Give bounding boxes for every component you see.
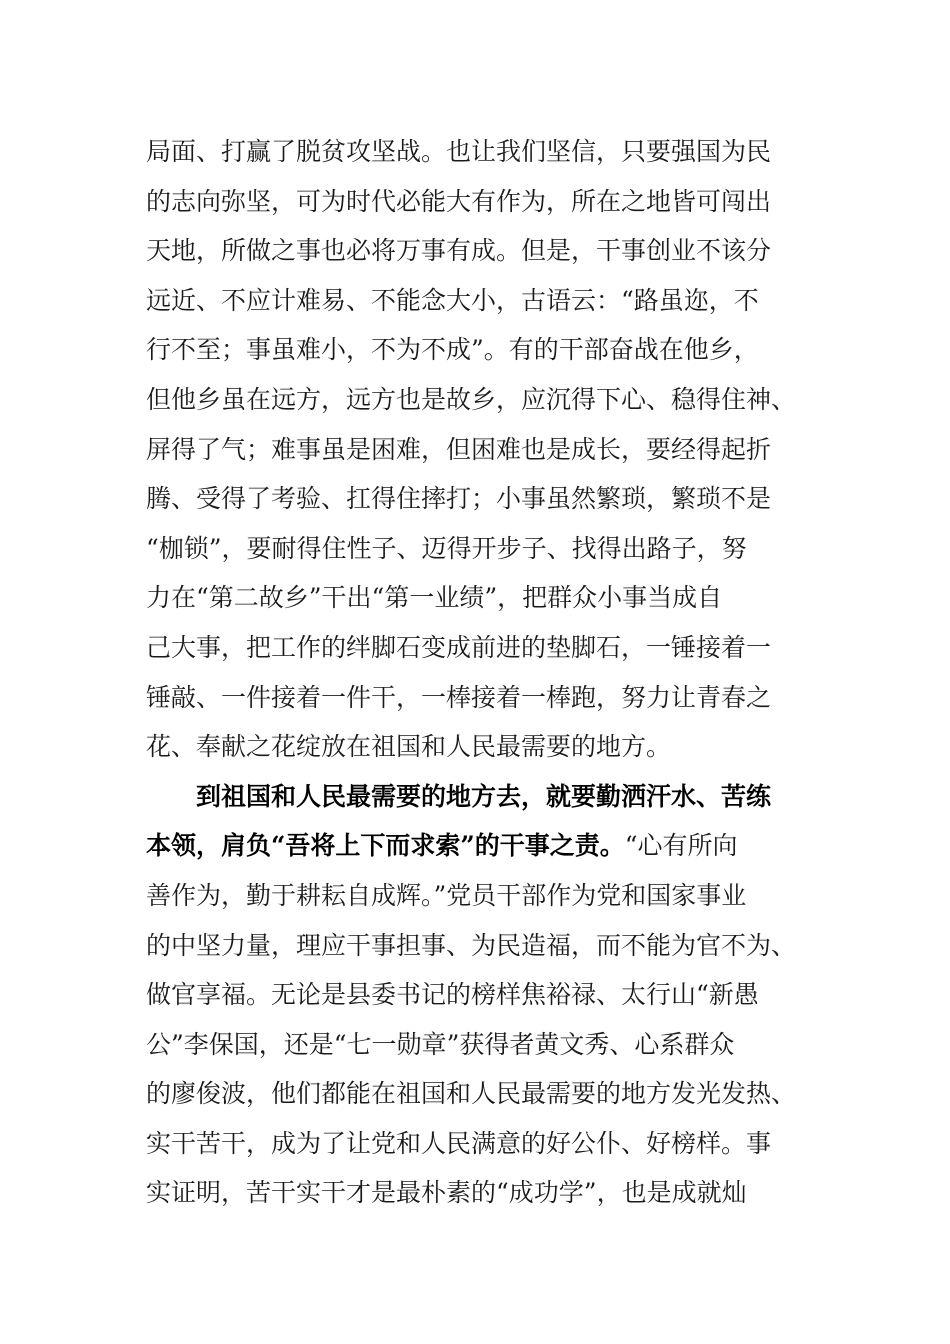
text-line [146,1119,806,1169]
text-line [146,921,806,971]
text-line [146,127,806,177]
text-line [146,425,806,475]
text-segment: 远近、不应计难易、不能念大小，古语云：“路虽迩，不 [146,285,759,315]
text-line [146,226,806,276]
text-line [146,177,806,227]
text-line [146,871,806,921]
text-line [146,325,806,375]
text-line [146,474,806,524]
text-line [146,573,806,623]
text-segment: 锤敲、一件接着一件干，一棒接着一棒跑，努力让青春之 [146,682,772,712]
text-line [146,1020,806,1070]
text-segment: 的志向弥坚，可为时代必能大有作为，所在之地皆可闯出 [146,186,772,216]
text-segment: 己大事，把工作的绊脚石变成前进的垫脚石，一锤接着一 [146,632,772,662]
text-segment: 天地，所做之事也必将万事有成。但是，干事创业不该分 [146,236,772,266]
text-line [146,722,806,772]
text-segment: 行不至；事虽难小，不为不成”。有的干部奋战在他乡， [146,335,759,365]
text-segment: 做官享福。无论是县委书记的榜样焦裕禄、太行山“新愚 [146,980,759,1010]
text-segment: 善作为，勤于耕耘自成辉。”党员干部作为党和国家事业 [146,880,747,910]
text-line [146,375,806,425]
text-line [146,673,806,723]
text-segment: 屏得了气；难事虽是困难，但困难也是成长，要经得起折 [146,434,772,464]
text-segment: 腾、受得了考验、扛得住摔打；小事虽然繁琐，繁琐不是 [146,484,772,514]
text-segment: 的中坚力量，理应干事担事、为民造福，而不能为官不为、 [146,930,797,960]
body-text [146,127,806,1218]
text-segment: “枷锁”，要耐得住性子、迈得开步子、找得出路子，努 [146,533,747,563]
text-line [146,1168,806,1218]
bold-text-segment: 到祖国和人民最需要的地方去，就要勤洒汗水、苦练 [196,781,772,811]
text-segment: 但他乡虽在远方，远方也是故乡，应沉得下心、稳得住神、 [146,384,797,414]
text-segment: 公”李保国，还是“七一勋章”获得者黄文秀、心系群众 [146,1029,735,1059]
text-line [146,276,806,326]
text-line [146,623,806,673]
text-segment: 花、奉献之花绽放在祖国和人民最需要的地方。 [146,732,672,762]
text-line [146,970,806,1020]
text-segment: “心有所向 [624,831,738,861]
text-line [146,772,806,822]
text-segment: 局面、打赢了脱贫攻坚战。也让我们坚信，只要强国为民 [146,137,772,166]
bold-text-segment: 本领，肩负“吾将上下而求索”的干事之责。 [146,831,625,861]
text-segment: 实证明，苦干实干才是最朴素的“成功学”，也是成就灿 [146,1178,747,1208]
text-segment: 的廖俊波，他们都能在祖国和人民最需要的地方发光发热、 [146,1079,797,1109]
text-segment: 力在“第二故乡”干出“第一业绩”，把群众小事当成自 [146,583,723,613]
text-line [146,821,806,871]
text-line [146,524,806,574]
text-line [146,1069,806,1119]
text-segment: 实干苦干，成为了让党和人民满意的好公仆、好榜样。事 [146,1128,772,1158]
